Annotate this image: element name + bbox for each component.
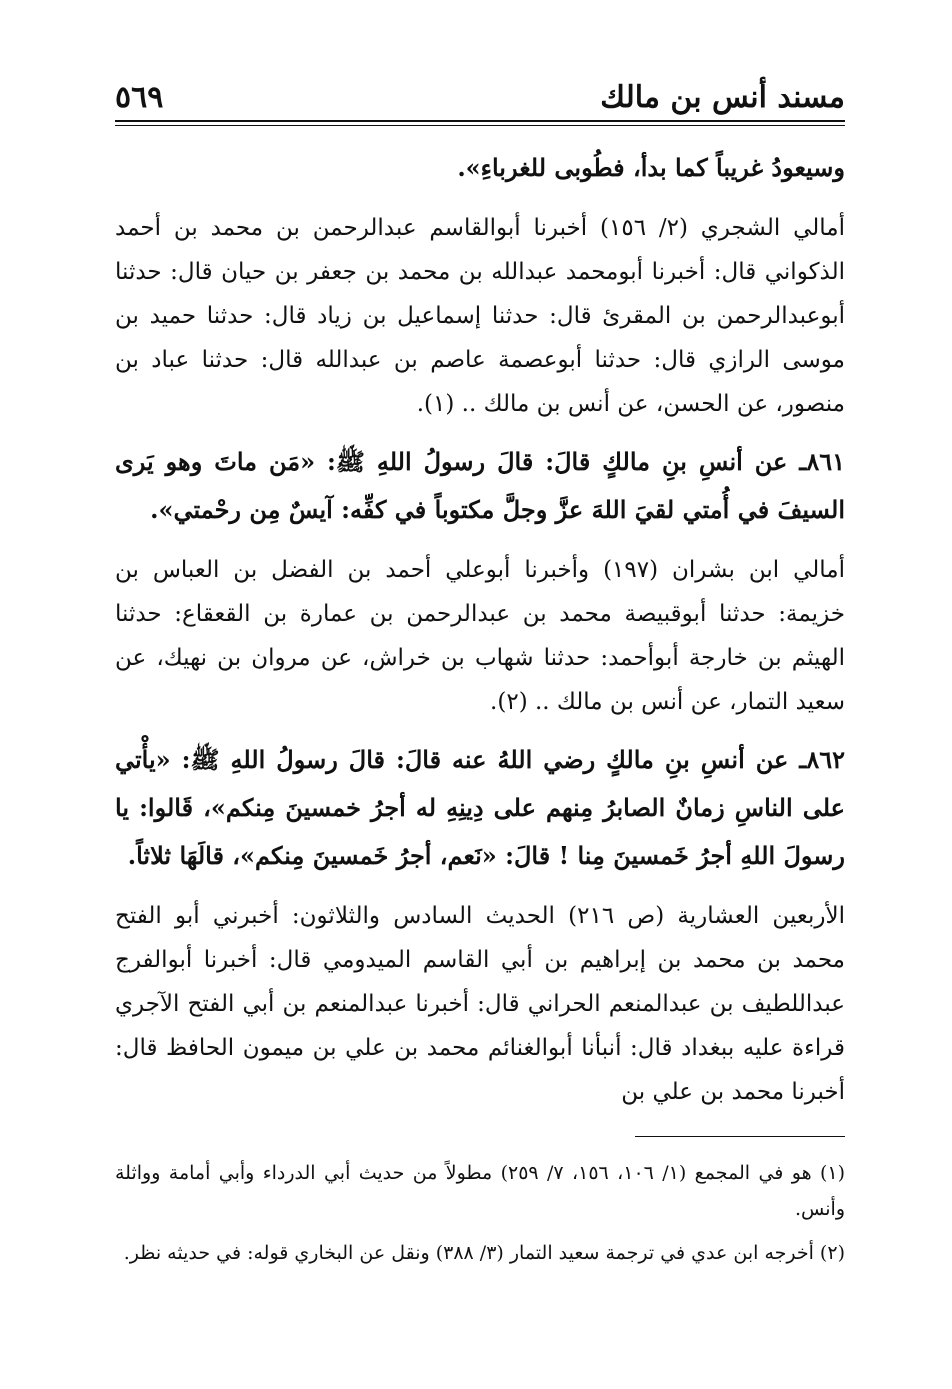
hadith-861: ٨٦١ـ عن أنسِ بنِ مالكٍ قالَ: قالَ رسولُ اللهِ ﷺ: «مَن ماتَ وهو يَرى السيفَ في أُمتي لقيَ اللهَ عزَّ وجلَّ مكتوباً في كفِّه: آيسٌ مِن رحْمتي». [115,447,845,524]
main-text [115,144,845,1114]
footnote-1: (١) هو في المجمع (١/ ١٠٦، ١٥٦، ٧/ ٢٥٩) مطولاً من حديث أبي الدرداء وأبي أمامة وواثلة وأنس. [115,1162,846,1220]
source-citation-1: أمالي الشجري (٢/ ١٥٦) أخبرنا أبوالقاسم عبدالرحمن بن محمد بن أحمد الذكواني قال: أخبرنا أبومحمد عبدالله بن محمد بن جعفر بن حيان قال: حدثنا أبوعبدالرحمن بن المقرئ قال: حدثنا إسماعيل بن زياد قال: حدثنا حميد بن موسى الرازي قال: حدثنا أبوعصمة عاصم بن عبدالله قال: حدثنا عباد بن منصور، عن الحسن، عن أنس بن مالك .. (١). [115,215,846,417]
footnote-2: (٢) أخرجه ابن عدي في ترجمة سعيد التمار (٣/ ٣٨٨) ونقل عن البخاري قوله: في حديثه نظر. [123,1242,845,1264]
header-title: مسند أنس بن مالك [600,80,845,115]
page-number: ٥٦٩ [115,80,164,115]
running-header [115,70,845,118]
source-citation-3: الأربعين العشارية (ص ٢١٦) الحديث السادس والثلاثون: أخبرني أبو الفتح محمد بن محمد بن إبراهيم بن أبي القاسم الميدومي قال: أخبرنا أبوالفرج عبداللطيف بن عبدالمنعم الحراني قال: أخبرنا عبدالمنعم بن أبي الفتح الآجري قراءة عليه ببغداد قال: أنبأنا أبوالغنائم محمد بن علي بن ميمون الحافظ قال: أخبرنا محمد بن علي بن [115,903,845,1105]
header-rule-bottom [115,125,845,126]
header-rule-top [115,120,845,122]
book-page [115,70,845,1350]
hadith-text-continuation: وسيعودُ غريباً كما بدأ، فطُوبى للغرباءِ». [457,153,845,182]
source-citation-2: أمالي ابن بشران (١٩٧) وأخبرنا أبوعلي أحمد بن الفضل بن العباس بن خزيمة: حدثنا أبوقبيصة محمد بن عبدالرحمن بن عمارة بن القعقاع: حدثنا الهيثم بن خارجة أبوأحمد: حدثنا شهاب بن خراش، عن مروان بن نهيك، عن سعيد التمار، عن أنس بن مالك .. (٢). [115,557,845,715]
footnotes [115,1155,845,1271]
hadith-862: ٨٦٢ـ عن أنسِ بنِ مالكٍ رضي اللهُ عنه قالَ: قالَ رسولُ اللهِ ﷺ: «يأْتي على الناسِ زمانٌ الصابرُ مِنهم على دِينِهِ له أجرُ خمسينَ مِنكم»، قَالوا: يا رسولَ اللهِ أجرُ خَمسينَ مِنا ! قالَ: «نَعم، أجرُ خَمسينَ مِنكم»، قالَهَا ثلاثاً. [115,745,845,870]
footnote-separator [635,1136,845,1137]
